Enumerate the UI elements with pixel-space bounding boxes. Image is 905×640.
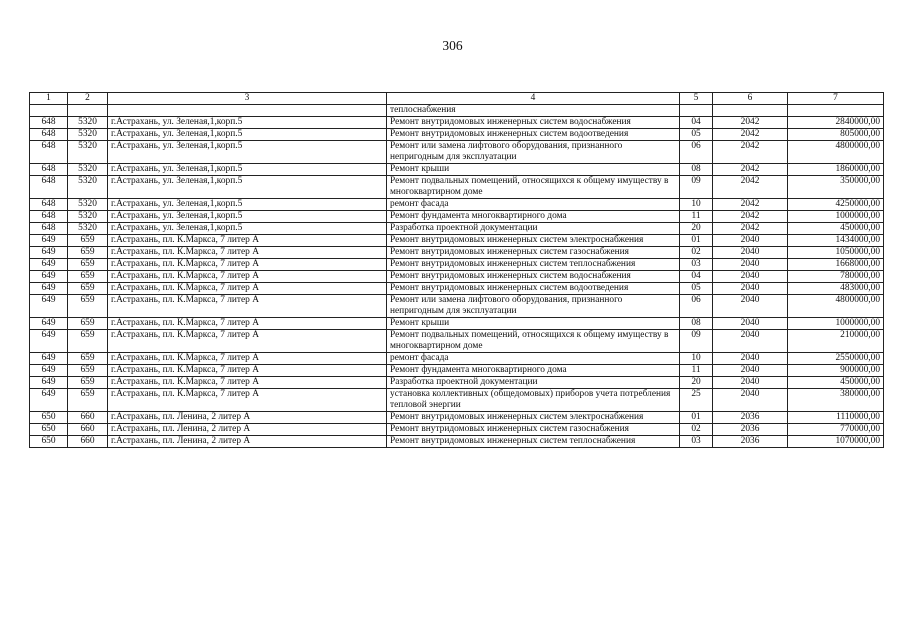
work-code-cell: 11	[680, 365, 713, 377]
house-id-cell: 5320	[68, 211, 108, 223]
row-number-cell	[30, 105, 68, 117]
table-row	[30, 117, 884, 129]
column-header: 1	[30, 93, 68, 105]
work-code-cell: 03	[680, 436, 713, 448]
house-id-cell: 659	[68, 259, 108, 271]
row-number-cell: 649	[30, 318, 68, 330]
year-cell: 2040	[713, 330, 788, 353]
year-cell: 2042	[713, 211, 788, 223]
repair-schedule-table	[29, 92, 884, 448]
work-type-cell: Ремонт внутридомовых инженерных систем водоотведения	[387, 283, 680, 295]
work-type-cell: ремонт фасада	[387, 199, 680, 211]
house-id-cell: 659	[68, 271, 108, 283]
cost-cell: 900000,00	[788, 365, 884, 377]
cost-cell: 1434000,00	[788, 235, 884, 247]
page-number: 306	[442, 38, 463, 53]
row-number-cell: 648	[30, 129, 68, 141]
year-cell: 2040	[713, 318, 788, 330]
house-id-cell: 5320	[68, 164, 108, 176]
cost-cell: 380000,00	[788, 389, 884, 412]
table-row	[30, 424, 884, 436]
table-row	[30, 377, 884, 389]
house-id-cell: 659	[68, 353, 108, 365]
house-id-cell: 659	[68, 389, 108, 412]
address-cell: г.Астрахань, ул. Зеленая,1,корп.5	[108, 117, 387, 129]
year-cell: 2040	[713, 247, 788, 259]
row-number-cell: 648	[30, 117, 68, 129]
work-code-cell: 09	[680, 330, 713, 353]
table-row	[30, 271, 884, 283]
address-cell: г.Астрахань, пл. К.Маркса, 7 литер А	[108, 353, 387, 365]
row-number-cell: 648	[30, 164, 68, 176]
house-id-cell: 659	[68, 247, 108, 259]
cost-cell: 450000,00	[788, 223, 884, 235]
column-header: 7	[788, 93, 884, 105]
cost-cell: 483000,00	[788, 283, 884, 295]
work-type-cell: Ремонт подвальных помещений, относящихся к общему имуществу в многоквартирном доме	[387, 176, 680, 199]
house-id-cell: 660	[68, 436, 108, 448]
table-row	[30, 235, 884, 247]
work-code-cell: 06	[680, 141, 713, 164]
address-cell: г.Астрахань, пл. Ленина, 2 литер А	[108, 412, 387, 424]
column-header: 5	[680, 93, 713, 105]
house-id-cell: 659	[68, 235, 108, 247]
cost-cell: 4800000,00	[788, 141, 884, 164]
work-type-cell: Ремонт крыши	[387, 164, 680, 176]
address-cell: г.Астрахань, пл. К.Маркса, 7 литер А	[108, 283, 387, 295]
house-id-cell: 5320	[68, 117, 108, 129]
address-cell: г.Астрахань, пл. К.Маркса, 7 литер А	[108, 365, 387, 377]
cost-cell: 1070000,00	[788, 436, 884, 448]
year-cell: 2040	[713, 365, 788, 377]
row-number-cell: 648	[30, 176, 68, 199]
cost-cell: 1668000,00	[788, 259, 884, 271]
row-number-cell: 649	[30, 330, 68, 353]
work-type-cell: Ремонт подвальных помещений, относящихся к общему имуществу в многоквартирном доме	[387, 330, 680, 353]
work-code-cell: 03	[680, 259, 713, 271]
work-code-cell: 01	[680, 412, 713, 424]
house-id-cell: 659	[68, 295, 108, 318]
address-cell: г.Астрахань, пл. К.Маркса, 7 литер А	[108, 330, 387, 353]
year-cell: 2036	[713, 424, 788, 436]
address-cell: г.Астрахань, пл. Ленина, 2 литер А	[108, 436, 387, 448]
address-cell: г.Астрахань, пл. К.Маркса, 7 литер А	[108, 271, 387, 283]
row-number-cell: 649	[30, 247, 68, 259]
work-type-cell: Ремонт внутридомовых инженерных систем водоотведения	[387, 129, 680, 141]
table-row	[30, 129, 884, 141]
year-cell: 2040	[713, 271, 788, 283]
house-id-cell: 659	[68, 365, 108, 377]
address-cell: г.Астрахань, ул. Зеленая,1,корп.5	[108, 199, 387, 211]
house-id-cell: 659	[68, 283, 108, 295]
cost-cell: 4250000,00	[788, 199, 884, 211]
work-type-cell: Ремонт фундамента многоквартирного дома	[387, 211, 680, 223]
row-number-cell: 648	[30, 223, 68, 235]
cost-cell: 1860000,00	[788, 164, 884, 176]
address-cell: г.Астрахань, пл. К.Маркса, 7 литер А	[108, 295, 387, 318]
work-code-cell: 04	[680, 117, 713, 129]
house-id-cell: 659	[68, 330, 108, 353]
year-cell: 2042	[713, 164, 788, 176]
cost-cell: 1000000,00	[788, 318, 884, 330]
column-header: 3	[108, 93, 387, 105]
work-type-cell: Разработка проектной документации	[387, 377, 680, 389]
address-cell	[108, 105, 387, 117]
year-cell: 2040	[713, 389, 788, 412]
work-type-cell: Ремонт внутридомовых инженерных систем теплоснабжения	[387, 259, 680, 271]
year-cell: 2040	[713, 259, 788, 271]
cost-cell: 1110000,00	[788, 412, 884, 424]
address-cell: г.Астрахань, пл. К.Маркса, 7 литер А	[108, 235, 387, 247]
house-id-cell: 5320	[68, 223, 108, 235]
cost-cell: 4800000,00	[788, 295, 884, 318]
table-row	[30, 105, 884, 117]
work-code-cell: 04	[680, 271, 713, 283]
work-type-cell: Ремонт фундамента многоквартирного дома	[387, 365, 680, 377]
cost-cell: 350000,00	[788, 176, 884, 199]
house-id-cell: 660	[68, 424, 108, 436]
house-id-cell: 5320	[68, 199, 108, 211]
table-row	[30, 295, 884, 318]
table-row	[30, 412, 884, 424]
table-body	[30, 105, 884, 448]
work-type-cell: Ремонт внутридомовых инженерных систем газоснабжения	[387, 247, 680, 259]
cost-cell: 805000,00	[788, 129, 884, 141]
work-code-cell	[680, 105, 713, 117]
year-cell	[713, 105, 788, 117]
year-cell: 2042	[713, 223, 788, 235]
row-number-cell: 650	[30, 412, 68, 424]
address-cell: г.Астрахань, пл. К.Маркса, 7 литер А	[108, 389, 387, 412]
cost-cell: 780000,00	[788, 271, 884, 283]
cost-cell: 2840000,00	[788, 117, 884, 129]
work-type-cell: Ремонт внутридомовых инженерных систем водоснабжения	[387, 117, 680, 129]
year-cell: 2040	[713, 353, 788, 365]
year-cell: 2040	[713, 283, 788, 295]
year-cell: 2040	[713, 295, 788, 318]
table-row	[30, 141, 884, 164]
work-code-cell: 02	[680, 424, 713, 436]
row-number-cell: 648	[30, 211, 68, 223]
work-code-cell: 20	[680, 377, 713, 389]
table-row	[30, 389, 884, 412]
work-code-cell: 08	[680, 318, 713, 330]
year-cell: 2042	[713, 117, 788, 129]
table-row	[30, 330, 884, 353]
row-number-cell: 649	[30, 295, 68, 318]
house-id-cell: 659	[68, 377, 108, 389]
address-cell: г.Астрахань, пл. Ленина, 2 литер А	[108, 424, 387, 436]
address-cell: г.Астрахань, ул. Зеленая,1,корп.5	[108, 223, 387, 235]
work-type-cell: Ремонт крыши	[387, 318, 680, 330]
row-number-cell: 649	[30, 365, 68, 377]
house-id-cell: 5320	[68, 176, 108, 199]
work-code-cell: 10	[680, 353, 713, 365]
work-code-cell: 20	[680, 223, 713, 235]
table-row	[30, 176, 884, 199]
address-cell: г.Астрахань, пл. К.Маркса, 7 литер А	[108, 259, 387, 271]
work-code-cell: 09	[680, 176, 713, 199]
row-number-cell: 650	[30, 424, 68, 436]
year-cell: 2036	[713, 412, 788, 424]
house-id-cell	[68, 105, 108, 117]
table-row	[30, 353, 884, 365]
column-header: 2	[68, 93, 108, 105]
table-row	[30, 199, 884, 211]
work-type-cell: Ремонт внутридомовых инженерных систем газоснабжения	[387, 424, 680, 436]
work-type-cell: Ремонт или замена лифтового оборудования, признанного непригодным для эксплуатации	[387, 295, 680, 318]
work-code-cell: 11	[680, 211, 713, 223]
work-code-cell: 25	[680, 389, 713, 412]
row-number-cell: 649	[30, 389, 68, 412]
work-code-cell: 10	[680, 199, 713, 211]
house-id-cell: 659	[68, 318, 108, 330]
work-type-cell: Ремонт внутридомовых инженерных систем теплоснабжения	[387, 436, 680, 448]
table-row	[30, 164, 884, 176]
row-number-cell: 649	[30, 353, 68, 365]
cost-cell: 210000,00	[788, 330, 884, 353]
year-cell: 2042	[713, 176, 788, 199]
table-row	[30, 211, 884, 223]
row-number-cell: 649	[30, 259, 68, 271]
row-number-cell: 649	[30, 235, 68, 247]
cost-cell: 1000000,00	[788, 211, 884, 223]
house-id-cell: 5320	[68, 129, 108, 141]
year-cell: 2042	[713, 129, 788, 141]
year-cell: 2040	[713, 235, 788, 247]
work-code-cell: 05	[680, 129, 713, 141]
year-cell: 2042	[713, 141, 788, 164]
address-cell: г.Астрахань, ул. Зеленая,1,корп.5	[108, 211, 387, 223]
row-number-cell: 648	[30, 141, 68, 164]
table-row	[30, 318, 884, 330]
work-code-cell: 02	[680, 247, 713, 259]
column-header: 6	[713, 93, 788, 105]
table-row	[30, 436, 884, 448]
year-cell: 2036	[713, 436, 788, 448]
work-code-cell: 08	[680, 164, 713, 176]
address-cell: г.Астрахань, пл. К.Маркса, 7 литер А	[108, 318, 387, 330]
work-code-cell: 01	[680, 235, 713, 247]
cost-cell: 2550000,00	[788, 353, 884, 365]
address-cell: г.Астрахань, ул. Зеленая,1,корп.5	[108, 141, 387, 164]
table-row	[30, 259, 884, 271]
work-type-cell: ремонт фасада	[387, 353, 680, 365]
row-number-cell: 649	[30, 283, 68, 295]
work-type-cell: установка коллективных (общедомовых) приборов учета потребления тепловой энергии	[387, 389, 680, 412]
house-id-cell: 660	[68, 412, 108, 424]
address-cell: г.Астрахань, ул. Зеленая,1,корп.5	[108, 164, 387, 176]
cost-cell: 1050000,00	[788, 247, 884, 259]
row-number-cell: 649	[30, 377, 68, 389]
cost-cell	[788, 105, 884, 117]
table-row	[30, 365, 884, 377]
table-row	[30, 247, 884, 259]
table-row	[30, 283, 884, 295]
work-type-cell: Ремонт внутридомовых инженерных систем водоснабжения	[387, 271, 680, 283]
work-type-cell: Ремонт или замена лифтового оборудования, признанного непригодным для эксплуатации	[387, 141, 680, 164]
work-type-cell: Разработка проектной документации	[387, 223, 680, 235]
address-cell: г.Астрахань, ул. Зеленая,1,корп.5	[108, 176, 387, 199]
address-cell: г.Астрахань, пл. К.Маркса, 7 литер А	[108, 377, 387, 389]
work-code-cell: 06	[680, 295, 713, 318]
work-type-cell: теплоснабжения	[387, 105, 680, 117]
work-code-cell: 05	[680, 283, 713, 295]
column-header: 4	[387, 93, 680, 105]
house-id-cell: 5320	[68, 141, 108, 164]
row-number-cell: 648	[30, 199, 68, 211]
row-number-cell: 650	[30, 436, 68, 448]
table-row	[30, 223, 884, 235]
year-cell: 2040	[713, 377, 788, 389]
address-cell: г.Астрахань, пл. К.Маркса, 7 литер А	[108, 247, 387, 259]
cost-cell: 450000,00	[788, 377, 884, 389]
year-cell: 2042	[713, 199, 788, 211]
column-number-row	[30, 93, 884, 105]
address-cell: г.Астрахань, ул. Зеленая,1,корп.5	[108, 129, 387, 141]
work-type-cell: Ремонт внутридомовых инженерных систем электроснабжения	[387, 412, 680, 424]
work-type-cell: Ремонт внутридомовых инженерных систем электроснабжения	[387, 235, 680, 247]
row-number-cell: 649	[30, 271, 68, 283]
cost-cell: 770000,00	[788, 424, 884, 436]
